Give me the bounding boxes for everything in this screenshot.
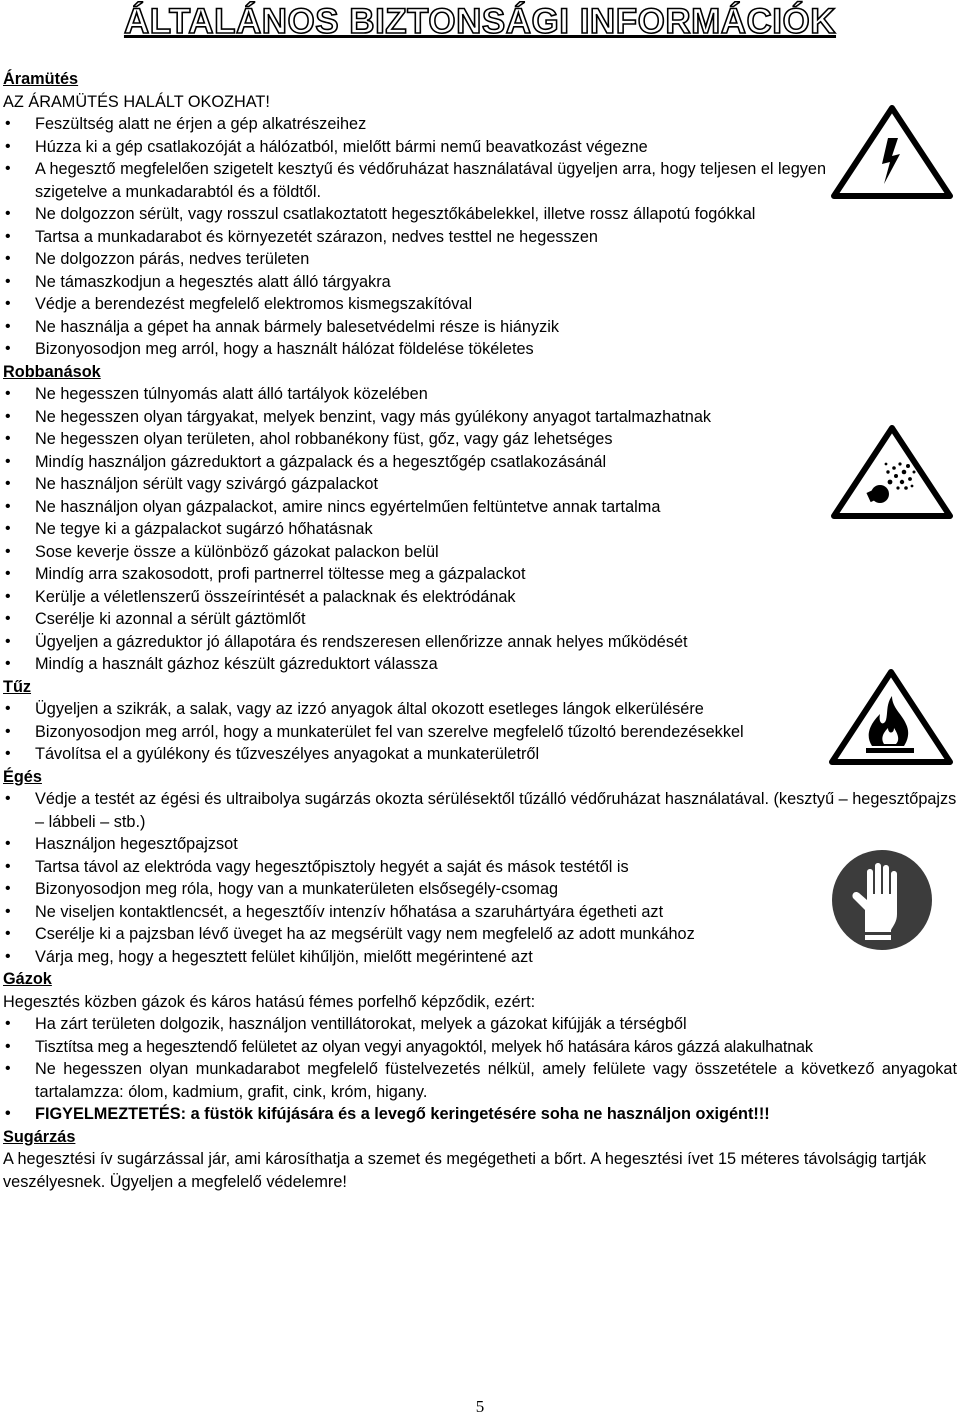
list-item: • Ne dolgozzon párás, nedves területen: [3, 248, 957, 271]
fire-warning-icon: [828, 668, 954, 766]
list-item: • Cserélje ki a pajzsban lévő üveget ha az megsérült vagy nem megfelelő az adott munkához: [3, 923, 957, 946]
list-item: • Bizonyosodjon meg arról, hogy a használt hálózat földelése tökéletes: [3, 338, 957, 361]
list-item: • Bizonyosodjon meg arról, hogy a munkaterület fel van szerelve megfelelő tűzoltó berendezésekkel: [3, 721, 832, 744]
section-title-aramutes: Áramütés: [3, 70, 79, 88]
list-item: • Ügyeljen a szikrák, a salak, vagy az izzó anyagok által okozott esetleges lángok elkerülésére: [3, 698, 832, 721]
list-item: • Ne támaszkodjun a hegesztés alatt álló tárgyakra: [3, 271, 957, 294]
section-title-tuz: Tűz: [3, 677, 32, 696]
section-text-sugarzas: A hegesztési ív sugárzással jár, ami károsíthatja a szemet és megégetheti a bőrt. A hegesztési ívet 15 méteres távolságig tartják veszélyesnek. Ügyeljen a megfelelő védelemre!: [3, 1150, 927, 1191]
list-item: • Tartsa távol az elektróda vagy hegesztőpisztoly hegyét a saját és mások testétől is: [3, 856, 957, 879]
list-item: • Ne dolgozzon sérült, vagy rosszul csatlakoztatott hegesztőkábelekkel, illetve rossz állapotú fogókkal: [3, 203, 957, 226]
list-item: • Sose keverje össze a különböző gázokat palackon belül: [3, 541, 957, 564]
list-item: • Bizonyosodjon meg róla, hogy van a munkaterületen elsősegély-csomag: [3, 878, 957, 901]
list-item: • Ne hegesszen olyan munkadarabot megfelelő füstelvezetés nélkül, amely felülete vagy összetétele a következő anyagokat tartalamzza: ólom, kadmium, grafit, cink, króm, higany.: [3, 1058, 957, 1103]
list-item: • Ne hegesszen túlnyomás alatt álló tartályok közelében: [3, 383, 957, 406]
list-item: • Ne hegesszen olyan tárgyakat, melyek benzint, vagy más gyúlékony anyagot tartalmazhatnak: [3, 406, 957, 429]
explosion-warning-icon: [830, 424, 954, 520]
section-title-eges: Égés: [3, 767, 42, 786]
list-aramutes: [3, 113, 957, 361]
list-item: • Ne használjon sérült vagy szivárgó gázpalackot: [3, 473, 957, 496]
list-item: • Ha zárt területen dolgozik, használjon ventillátorokat, melyek a gázokat kifújják a térségből: [3, 1013, 957, 1036]
list-item: • A hegesztő megfelelően szigetelt kesztyű és védőruházat használatával ügyeljen arra, hogy teljesen el legyen szigetelve a munkadarabtól és a földtől.: [3, 158, 832, 203]
electric-shock-warning-icon: [830, 104, 954, 200]
list-item: • Tisztítsa meg a hegesztendő felületet az olyan vegyi anyagoktól, melyek hő hatására káros gázzá alakulhatnak: [3, 1036, 957, 1059]
section-title-robbanasok: Robbanások: [3, 362, 101, 381]
list-item: • Ne tegye ki a gázpalackot sugárzó hőhatásnak: [3, 518, 957, 541]
list-eges: [3, 788, 957, 968]
list-item: • Várja meg, hogy a hegesztett felület kihűljön, mielőtt megérintené azt: [3, 946, 957, 969]
page-title: ÁLTALÁNOS BIZTONSÁGI INFORMÁCIÓK: [123, 2, 837, 41]
section-title-sugarzas: Sugárzás: [3, 1127, 76, 1146]
list-item: • Védje a berendezést megfelelő elektromos kismegszakítóval: [3, 293, 957, 316]
section-intro-aramutes: AZ ÁRAMÜTÉS HALÁLT OKOZHAT!: [3, 92, 270, 111]
list-robbanasok: [3, 383, 957, 676]
list-item: • Feszültség alatt ne érjen a gép alkatrészeihez: [3, 113, 957, 136]
protective-gloves-icon: [831, 848, 933, 952]
section-intro-gazok: Hegesztés közben gázok és káros hatású fémes porfelhő képződik, ezért:: [3, 992, 536, 1011]
warning-item: • FIGYELMEZTETÉS: a füstök kifújására és a levegő keringetésére soha ne használjon oxigént!!!: [3, 1103, 957, 1126]
list-item: • Mindíg arra szakosodott, profi partnerrel töltesse meg a gázpalackot: [3, 563, 957, 586]
list-item: • Ne viseljen kontaktlencsét, a hegesztőív intenzív hőhatása a szaruhártyára égetheti azt: [3, 901, 957, 924]
list-item: • Ne hegesszen olyan területen, ahol robbanékony füst, gőz, vagy gáz lehetséges: [3, 428, 957, 451]
list-item: • Ügyeljen a gázreduktor jó állapotára és rendszeresen ellenőrizze annak helyes működését: [3, 631, 957, 654]
list-item: • Távolítsa el a gyúlékony és tűzveszélyes anyagokat a munkaterületről: [3, 743, 832, 766]
list-item: • Használjon hegesztőpajzsot: [3, 833, 957, 856]
document-body: [3, 68, 957, 1193]
page-number: 5: [475, 1397, 485, 1416]
list-item: • Tartsa a munkadarabot és környezetét szárazon, nedves testtel ne hegesszen: [3, 226, 957, 249]
list-item: • Kerülje a véletlenszerű összeírintését a palacknak és elektródának: [3, 586, 957, 609]
list-item: • Ne használjon olyan gázpalackot, amire nincs egyértelműen feltüntetve annak tartalma: [3, 496, 957, 519]
list-gazok: [3, 1013, 957, 1126]
list-item: • Védje a testét az égési és ultraibolya sugárzás okozta sérülésektől tűzálló védőruházat használatával. (kesztyű – hegesztőpajzs – lábbeli – stb.): [3, 788, 957, 833]
list-tuz: [3, 698, 957, 766]
list-item: • Húzza ki a gép csatlakozóját a hálózatból, mielőtt bármi nemű beavatkozást végezne: [3, 136, 957, 159]
list-item: • Mindíg a használt gázhoz készült gázreduktort válassza: [3, 653, 957, 676]
list-item: • Mindíg használjon gázreduktort a gázpalack és a hegesztőgép csatlakozásánál: [3, 451, 957, 474]
section-title-gazok: Gázok: [3, 970, 52, 988]
list-item: • Ne használja a gépet ha annak bármely balesetvédelmi része is hiányzik: [3, 316, 957, 339]
list-item: • Cserélje ki azonnal a sérült gáztömlőt: [3, 608, 957, 631]
